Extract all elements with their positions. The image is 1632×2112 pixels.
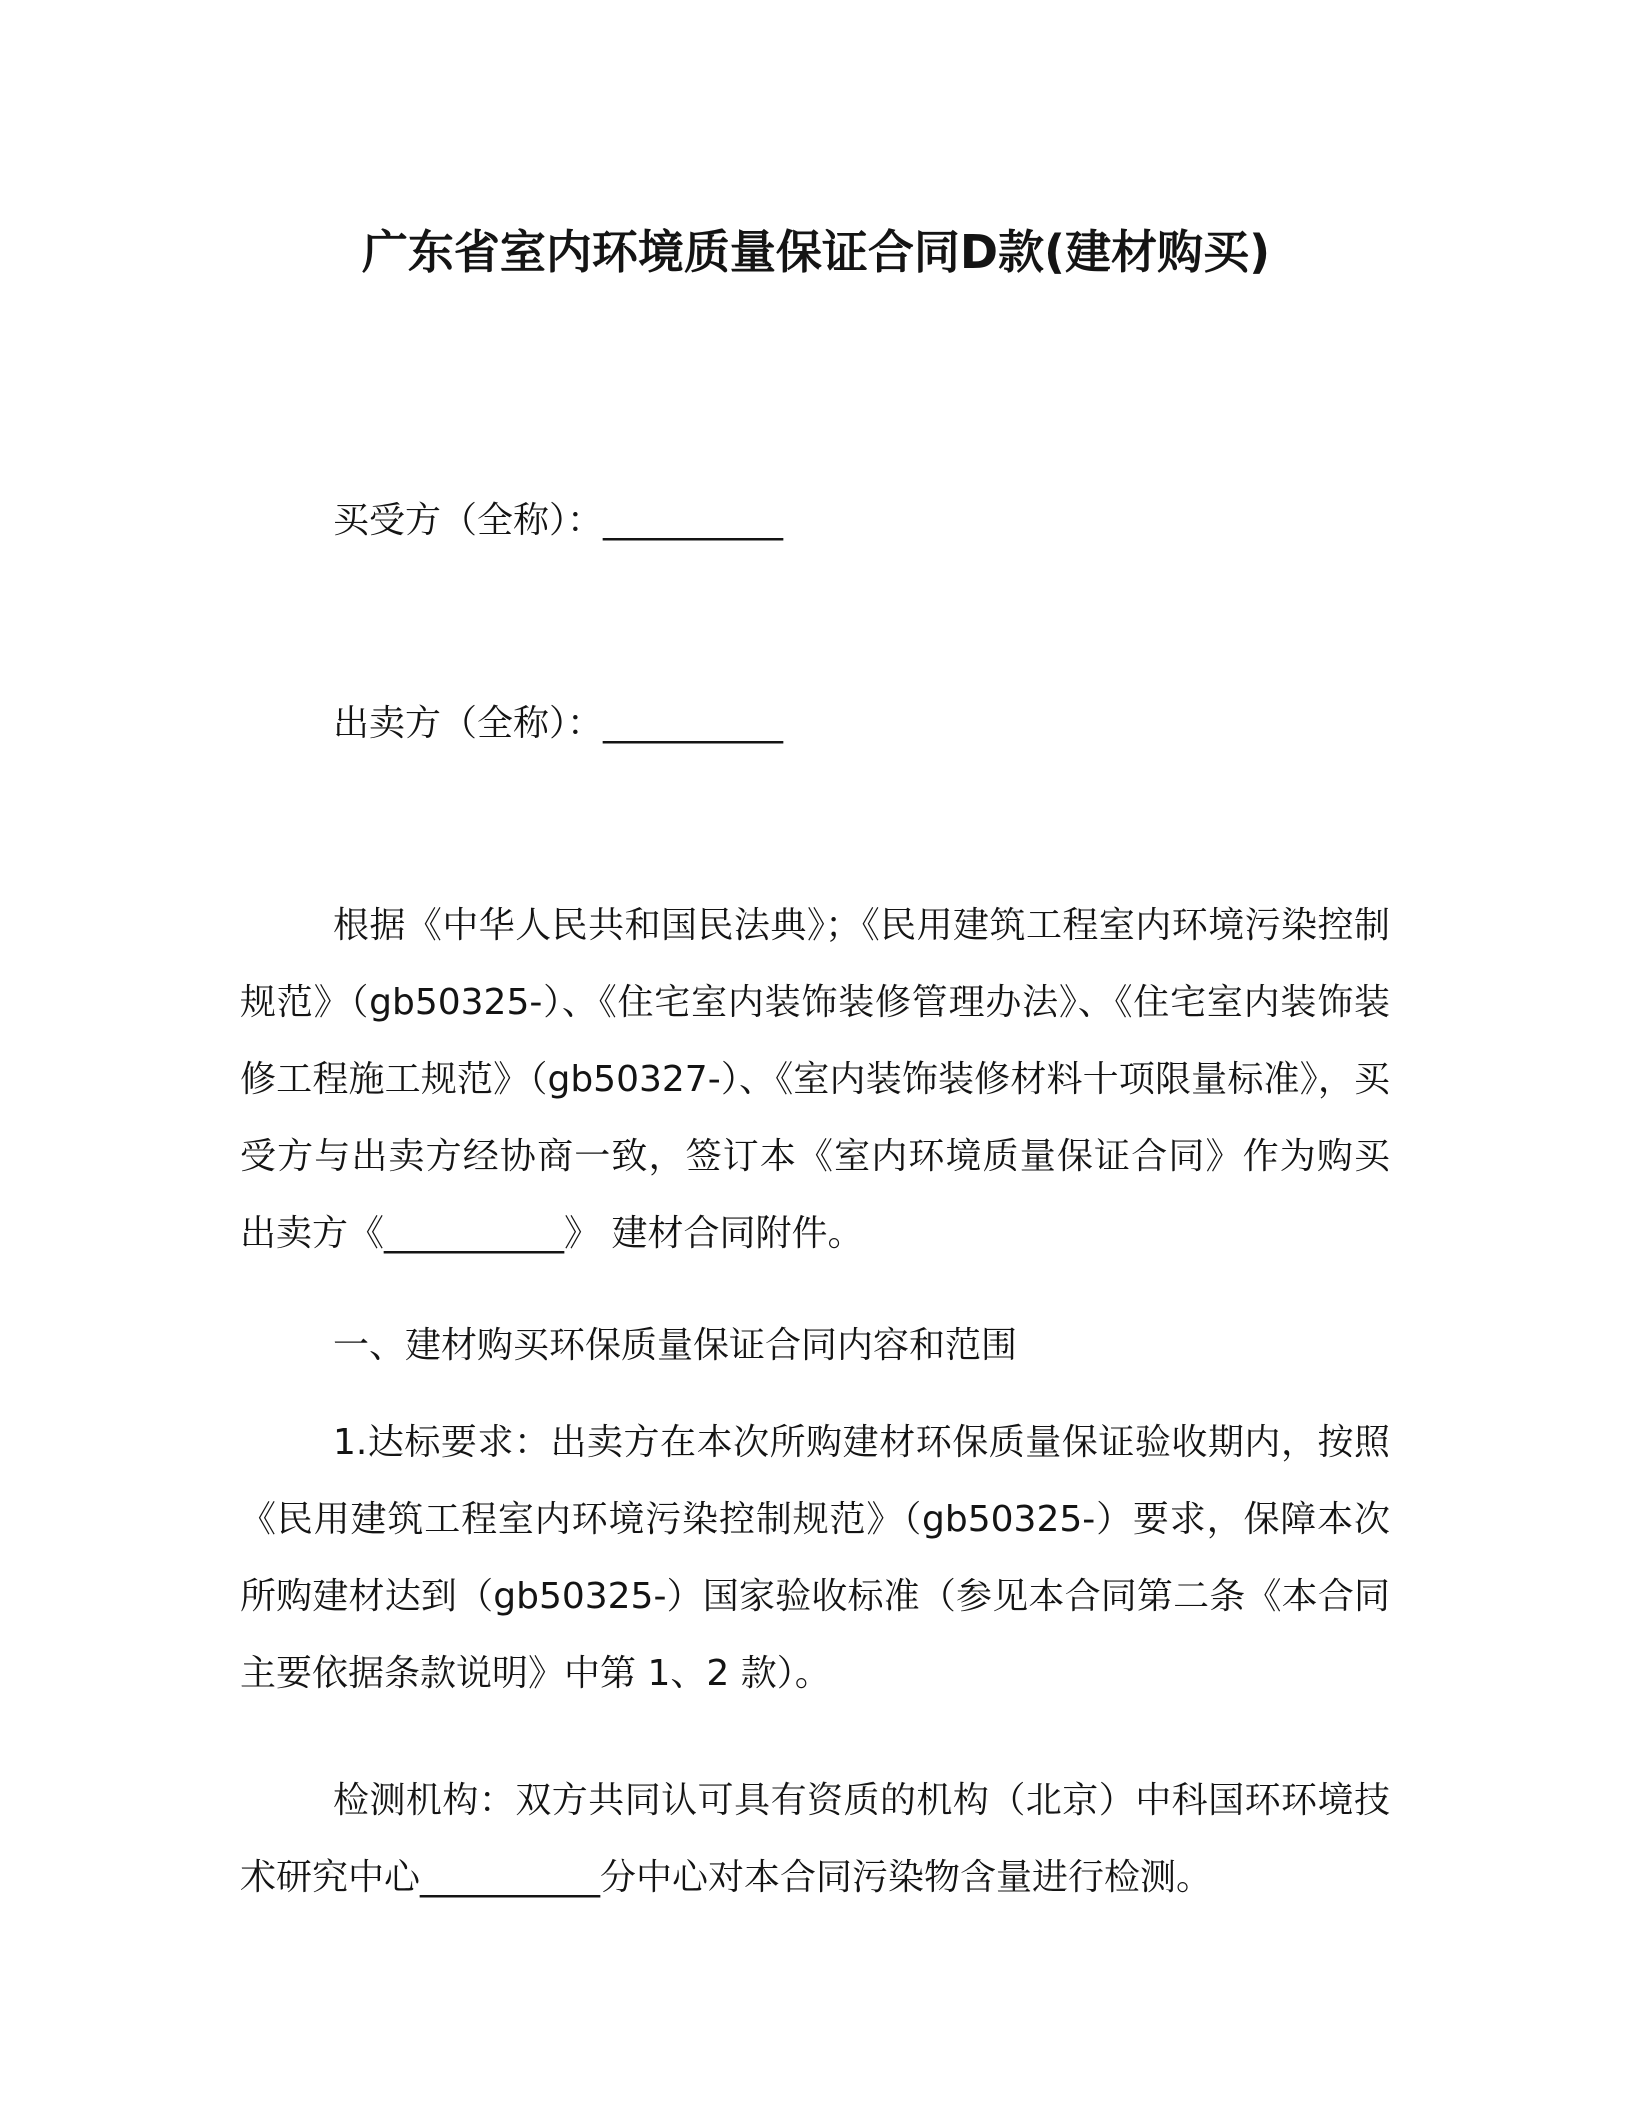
section-heading: 一、建材购买环保质量保证合同内容和范围 [333,1325,1018,1366]
basis-paragraph: 根据《中华人民共和国民法典》；《民用建筑工程室内环境污染控制规范》（gb50325-）、《住宅室内装饰装修管理办法》、《住宅室内装饰装修工程施工规范》（gb50327-）、《室内装饰装修材料十项限量标准》，买受方与出卖方经协商一致，签订本《室内环境质量保证合同》作为购买出卖方《__________》 建材合同附件。 [240,905,1390,1254]
buyer-name-line: 买受方（全称）：__________ [333,500,784,541]
testing-agency-paragraph: 检测机构：双方共同认可具有资质的机构（北京）中科国环环境技术研究中心__________分中心对本合同污染物含量进行检测。 [240,1780,1390,1898]
standard-requirement-paragraph: 1.达标要求：出卖方在本次所购建材环保质量保证验收期内，按照《民用建筑工程室内环境污染控制规范》（gb50325-）要求，保障本次所购建材达到（gb50325-）国家验收标准（参见本合同第二条《本合同主要依据条款说明》中第 1、2 款）。 [240,1422,1390,1694]
document-title: 广东省室内环境质量保证合同D款(建材购买) [361,225,1271,279]
seller-name-line: 出卖方（全称）：__________ [333,703,784,744]
